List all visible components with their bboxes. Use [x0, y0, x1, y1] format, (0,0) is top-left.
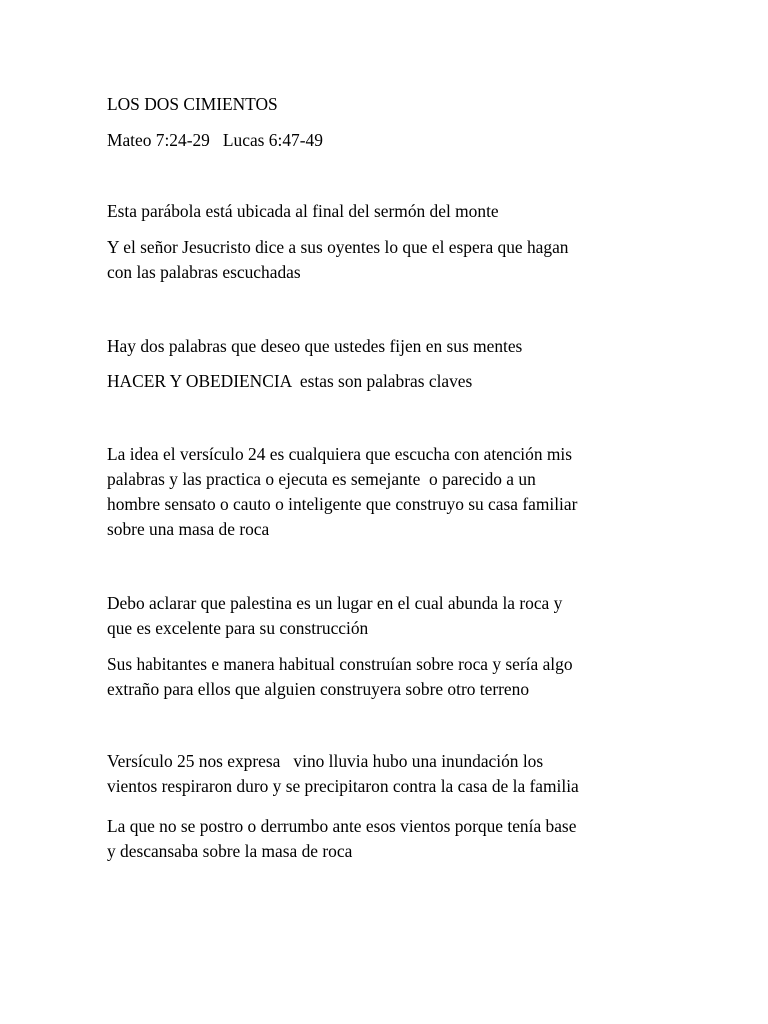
paragraph-3-line-1: Hay dos palabras que deseo que ustedes fijen en sus mentes: [107, 336, 523, 356]
paragraph-7-line-1: Sus habitantes e manera habitual construían sobre roca y sería algo: [107, 654, 573, 674]
paragraph-5-line-3: hombre sensato o cauto o inteligente que construyo su casa familiar: [107, 494, 578, 514]
paragraph-8-line-2: vientos respiraron duro y se precipitaron contra la casa de la familia: [107, 776, 579, 796]
paragraph-4-line-1: HACER Y OBEDIENCIA estas son palabras claves: [107, 371, 473, 391]
paragraph-9-line-1: La que no se postro o derrumbo ante esos vientos porque tenía base: [107, 816, 577, 836]
paragraph-9-line-2: y descansaba sobre la masa de roca: [107, 841, 353, 861]
paragraph-5-line-4: sobre una masa de roca: [107, 519, 270, 539]
scripture-references: Mateo 7:24-29 Lucas 6:47-49: [107, 130, 323, 150]
document-title: LOS DOS CIMIENTOS: [107, 94, 278, 114]
paragraph-1-line-1: Esta parábola está ubicada al final del sermón del monte: [107, 201, 499, 221]
paragraph-8-line-1: Versículo 25 nos expresa vino lluvia hubo una inundación los: [107, 751, 544, 771]
paragraph-2-line-2: con las palabras escuchadas: [107, 262, 301, 282]
paragraph-6-line-1: Debo aclarar que palestina es un lugar en el cual abunda la roca y: [107, 593, 563, 613]
paragraph-7-line-2: extraño para ellos que alguien construyera sobre otro terreno: [107, 679, 530, 699]
paragraph-6-line-2: que es excelente para su construcción: [107, 618, 369, 638]
paragraph-5-line-2: palabras y las practica o ejecuta es semejante o parecido a un: [107, 469, 536, 489]
paragraph-5-line-1: La idea el versículo 24 es cualquiera que escucha con atención mis: [107, 444, 573, 464]
paragraph-2-line-1: Y el señor Jesucristo dice a sus oyentes lo que el espera que hagan: [107, 237, 569, 257]
